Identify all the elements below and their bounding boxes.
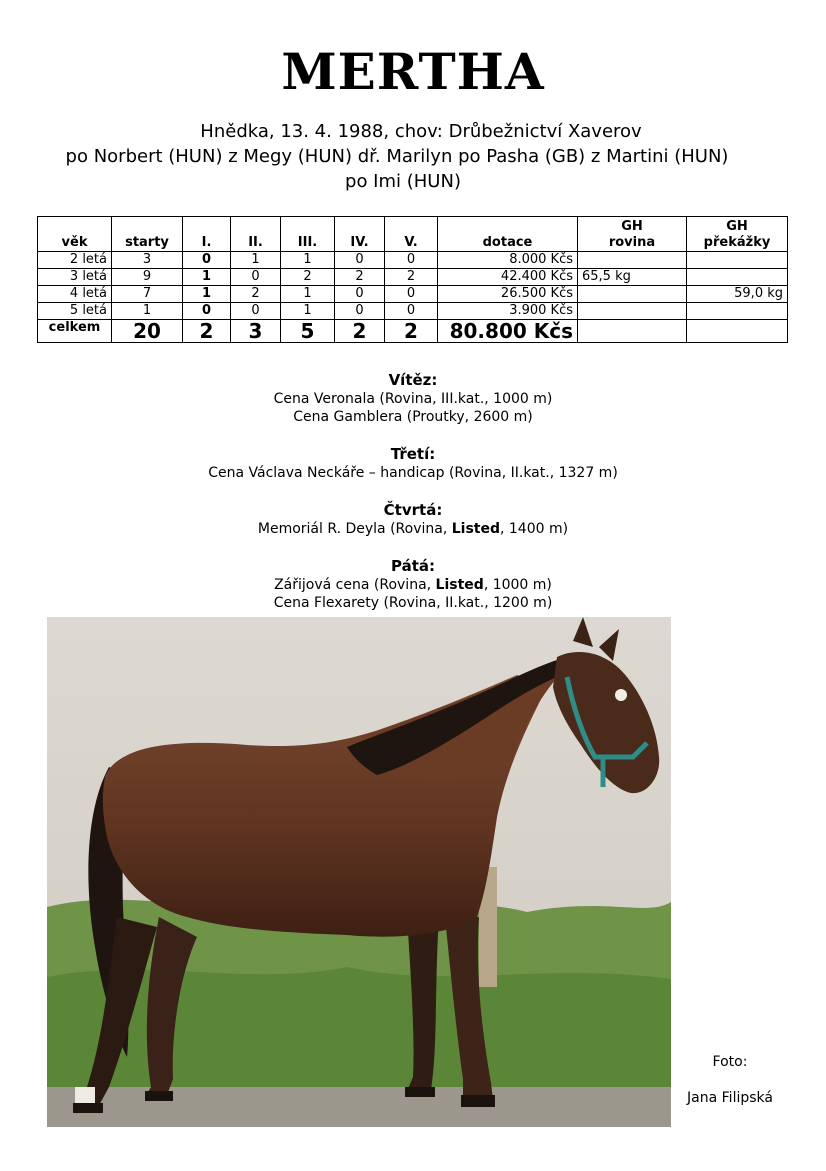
- table-cell: 2: [385, 320, 438, 343]
- pedigree-line-continued: po Imi (HUN): [345, 171, 461, 192]
- table-cell: [687, 303, 788, 320]
- table-cell: [578, 286, 687, 303]
- table-cell: 2: [385, 269, 438, 286]
- table-cell: 1: [281, 286, 335, 303]
- result-heading: Vítěz:: [388, 371, 438, 389]
- column-header: V.: [385, 217, 438, 252]
- total-row: [38, 320, 788, 343]
- table-cell: 2: [183, 320, 231, 343]
- photo-credit-label: Foto:: [712, 1054, 748, 1070]
- column-header: GH překážky: [687, 217, 788, 252]
- race-entry: Zářijová cena (Rovina, Listed, 1000 m): [274, 577, 552, 593]
- table-cell: 1: [112, 303, 183, 320]
- pedigree-line: po Norbert (HUN) z Megy (HUN) dř. Marilyn po Pasha (GB) z Martini (HUN): [65, 146, 729, 167]
- table-cell: 1: [281, 303, 335, 320]
- table-cell: 42.400 Kčs: [438, 269, 578, 286]
- table-row: [38, 269, 788, 286]
- table-cell: 0: [231, 303, 281, 320]
- table-cell: 3: [231, 320, 281, 343]
- race-entry: Cena Václava Neckáře – handicap (Rovina, II.kat., 1327 m): [208, 465, 618, 481]
- result-heading: Pátá:: [390, 557, 435, 575]
- table-cell: 20: [112, 320, 183, 343]
- column-header: I.: [183, 217, 231, 252]
- table-cell: 3: [112, 252, 183, 269]
- table-cell: [578, 320, 687, 343]
- table-cell: 80.800 Kčs: [438, 320, 578, 343]
- column-header: GH rovina: [578, 217, 687, 252]
- table-row: [38, 286, 788, 303]
- table-row: [38, 303, 788, 320]
- column-header: dotace: [438, 217, 578, 252]
- table-cell: [687, 320, 788, 343]
- table-cell: 5 letá: [38, 303, 112, 320]
- table-cell: 0: [183, 252, 231, 269]
- table-cell: 1: [183, 286, 231, 303]
- table-cell: 5: [281, 320, 335, 343]
- table-cell: 2: [335, 320, 385, 343]
- result-heading: Třetí:: [390, 445, 436, 463]
- table-cell: 9: [112, 269, 183, 286]
- table-cell: 2: [335, 269, 385, 286]
- table-cell: 3.900 Kčs: [438, 303, 578, 320]
- table-cell: [687, 269, 788, 286]
- table-cell: [687, 252, 788, 269]
- table-cell: 8.000 Kčs: [438, 252, 578, 269]
- table-cell: 3 letá: [38, 269, 112, 286]
- horse-photo: [47, 617, 671, 1127]
- race-entry: Memoriál R. Deyla (Rovina, Listed, 1400 m): [257, 521, 569, 537]
- column-header: III.: [281, 217, 335, 252]
- table-cell: 2: [281, 269, 335, 286]
- table-cell: 0: [385, 303, 438, 320]
- racing-record-table: [37, 216, 788, 343]
- table-cell: 59,0 kg: [687, 286, 788, 303]
- result-heading: Čtvrtá:: [383, 501, 443, 519]
- table-cell: 2 letá: [38, 252, 112, 269]
- table-cell: 0: [335, 252, 385, 269]
- photo-credit-name: Jana Filipská: [687, 1090, 773, 1106]
- table-cell: [578, 252, 687, 269]
- table-cell: 7: [112, 286, 183, 303]
- race-entry: Cena Gamblera (Proutky, 2600 m): [293, 409, 533, 425]
- column-header: věk: [38, 217, 112, 252]
- table-cell: 0: [335, 286, 385, 303]
- table-cell: 26.500 Kčs: [438, 286, 578, 303]
- table-cell: 0: [231, 269, 281, 286]
- table-cell: 1: [281, 252, 335, 269]
- table-cell: 0: [335, 303, 385, 320]
- table-cell: 0: [183, 303, 231, 320]
- horse-info-line: Hnědka, 13. 4. 1988, chov: Drůbežnictví Xaverov: [200, 121, 642, 142]
- race-entry: Cena Veronala (Rovina, III.kat., 1000 m): [273, 391, 553, 407]
- table-cell: [578, 303, 687, 320]
- column-header: II.: [231, 217, 281, 252]
- table-cell: 0: [385, 252, 438, 269]
- table-row: [38, 252, 788, 269]
- table-cell: 1: [231, 252, 281, 269]
- table-cell: 2: [231, 286, 281, 303]
- column-header: starty: [112, 217, 183, 252]
- table-cell: 65,5 kg: [578, 269, 687, 286]
- table-cell: celkem: [38, 320, 112, 343]
- column-header: IV.: [335, 217, 385, 252]
- race-entry: Cena Flexarety (Rovina, II.kat., 1200 m): [273, 595, 553, 611]
- table-cell: 0: [385, 286, 438, 303]
- race-results: [0, 370, 826, 612]
- page-title: MERTHA: [281, 42, 545, 101]
- table-header-row: [38, 217, 788, 252]
- table-cell: 1: [183, 269, 231, 286]
- table-cell: 4 letá: [38, 286, 112, 303]
